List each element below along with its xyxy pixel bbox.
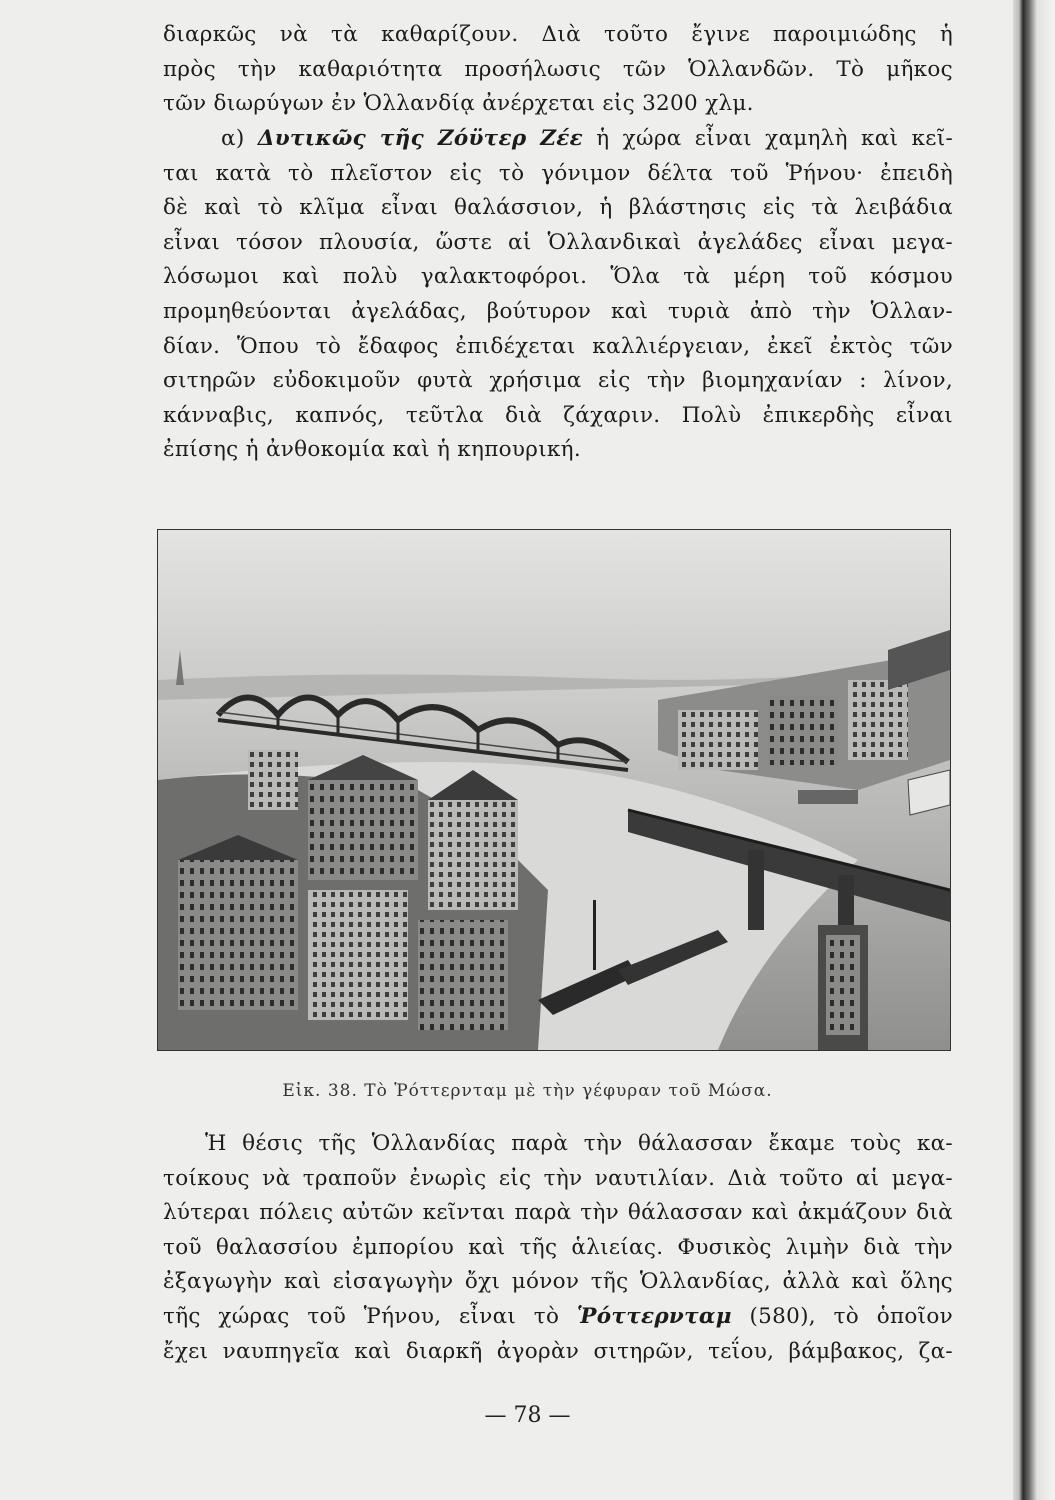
text-fragment: ἡ χώρα εἶναι χαμηλὴ καὶ κεῖ- — [596, 126, 954, 151]
text-fragment: (580), τὸ ὁποῖον — [749, 1303, 953, 1329]
text-line: δὲ καὶ τὸ κλῖμα εἶναι θαλάσσιον, ἡ βλάστησις εἰς τὰ λειβάδια — [163, 195, 953, 221]
text-line: Ἡ θέσις τῆς Ὁλλανδίας παρὰ τὴν θάλασσαν ἔκαμε τοὺς κα- — [205, 1131, 953, 1156]
text-line: τῶν διωρύγων ἐν Ὁλλανδίᾳ ἀνέρχεται εἰς 3200 χλμ. — [163, 91, 754, 117]
text-line: διαρκῶς νὰ τὰ καθαρίζουν. Διὰ τοῦτο ἔγινε παροιμιώδης ἡ — [163, 22, 953, 47]
text-line: πρὸς τὴν καθαριότητα προσήλωσις τῶν Ὁλλανδῶν. Τὸ μῆκος — [163, 56, 953, 82]
paragraph-top — [163, 18, 953, 122]
text-line: εἶναι τόσον πλουσία, ὥστε αἱ Ὁλλανδικαὶ ἀγελάδες εἶναι μεγα- — [163, 229, 953, 255]
figure-caption: Εἰκ. 38. Τὸ Ῥόττερνταμ μὲ τὴν γέφυραν τοῦ Μώσα. — [282, 1081, 773, 1101]
text-line: προμηθεύονται ἀγελάδας, βούτυρον καὶ τυριὰ ἀπὸ τὴν Ὁλλαν- — [163, 298, 953, 324]
page-number: — 78 — — [484, 1403, 571, 1428]
figure-rotterdam-photo — [157, 529, 951, 1051]
paragraph-bottom — [163, 1127, 953, 1369]
text-line — [163, 122, 953, 157]
text-line: ἔχει ναυπηγεῖα καὶ διαρκῆ ἀγορὰν σιτηρῶν, τεΐου, βάμβακος, ζα- — [163, 1338, 953, 1364]
text-line — [163, 1300, 953, 1335]
text-line: λόσωμοι καὶ πολὺ γαλακτοφόροι. Ὅλα τὰ μέρη τοῦ κόσμου — [163, 264, 953, 290]
rotterdam-illustration — [158, 530, 950, 1050]
text-line: τοῦ θαλασσίου ἐμπορίου καὶ τῆς ἁλιείας. Φυσικὸς λιμὴν διὰ τὴν — [163, 1234, 953, 1260]
page-binding-edge — [1013, 0, 1055, 1500]
text-line: ἐπίσης ἡ ἀνθοκομία καὶ ἡ κηπουρική. — [163, 437, 581, 463]
text-line: τοίκους νὰ τραποῦν ἐνωρὶς εἰς τὴν ναυτιλίαν. Διὰ τοῦτο αἱ μεγα- — [163, 1165, 953, 1191]
text-line: ται κατὰ τὸ πλεῖστον εἰς τὸ γόνιμον δέλτα τοῦ Ῥήνου· ἐπειδὴ — [163, 160, 953, 186]
text-line: κάνναβις, καπνός, τεῦτλα διὰ ζάχαριν. Πολὺ ἐπικερδὴς εἶναι — [163, 402, 953, 428]
paragraph-a — [163, 122, 953, 468]
list-label: α) — [221, 126, 245, 151]
section-heading: Δυτικῶς τῆς Ζόϋτερ Ζέε — [257, 126, 584, 151]
text-line: δίαν. Ὅπου τὸ ἔδαφος ἐπιδέχεται καλλιέργειαν, ἐκεῖ ἐκτὸς τῶν — [163, 333, 953, 359]
city-name-rotterdam: Ῥόττερνταμ — [576, 1303, 732, 1329]
text-line: ἐξαγωγὴν καὶ εἰσαγωγὴν ὄχι μόνον τῆς Ὁλλανδίας, ἀλλὰ καὶ ὅλης — [163, 1269, 953, 1295]
text-fragment: τῆς χώρας τοῦ Ῥήνου, εἶναι τὸ — [163, 1303, 560, 1329]
text-line: σιτηρῶν εὐδοκιμοῦν φυτὰ χρήσιμα εἰς τὴν βιομηχανίαν : λίνον, — [163, 368, 953, 394]
text-line: λύτεραι πόλεις αὐτῶν κεῖνται παρὰ τὴν θάλασσαν καὶ ἀκμάζουν διὰ — [163, 1200, 953, 1226]
